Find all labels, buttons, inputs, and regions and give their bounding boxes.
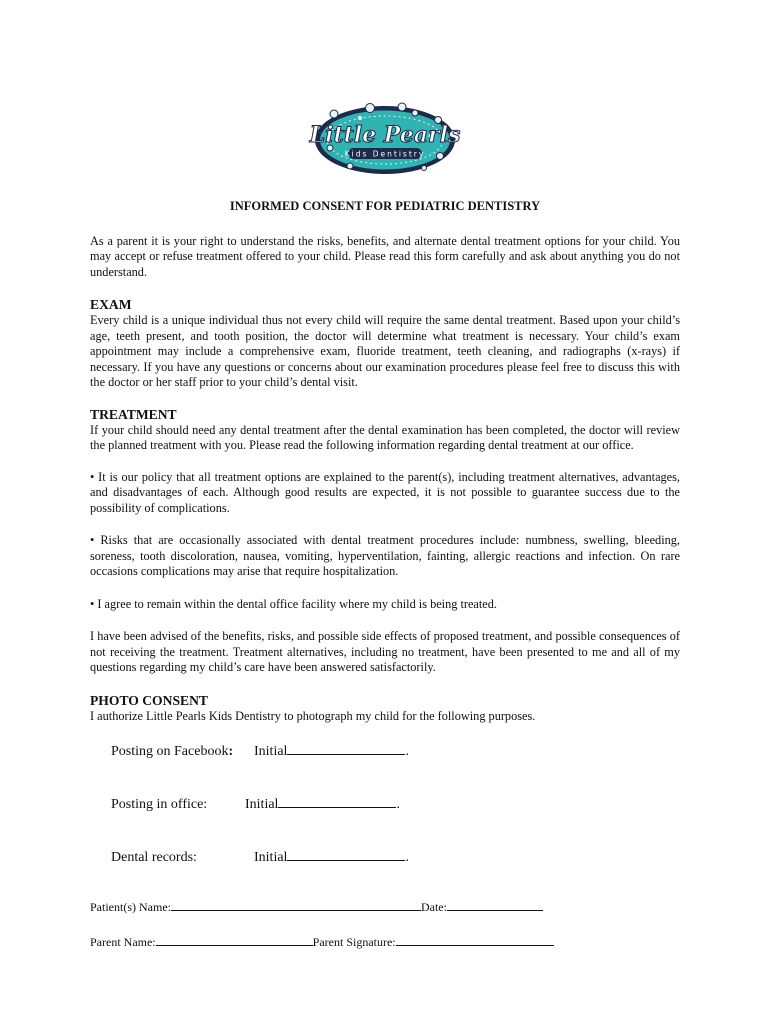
risks-bullet: • Risks that are occasionally associated with dental treatment procedures include: numbness, swelling, bleeding, soreness, tooth discoloration, nausea, vomiting, hyperventilation, fainting, allergic reactions and infection. On rare occasions complications may arise that require hospitalization. bbox=[90, 533, 680, 578]
document-title: INFORMED CONSENT FOR PEDIATRIC DENTISTRY bbox=[229, 199, 541, 213]
logo-tagline-text: Kids Dentistry bbox=[344, 149, 426, 159]
consent-facebook-initial-field[interactable] bbox=[287, 741, 405, 755]
patient-name-row bbox=[90, 898, 680, 915]
consent-facebook-colon: : bbox=[228, 744, 234, 759]
acknowledgement-paragraph: I have been advised of the benefits, risks, and possible side effects of proposed treatment, and possible consequences of not receiving the treatment. Treatment alternatives, including no treatment, have been presented to me and all of my questions regarding my child’s care have been answered satisfactorily. bbox=[90, 629, 680, 674]
exam-paragraph: Every child is a unique individual thus not every child will require the same dental treatment. Based upon your child’s age, teeth present, and tooth position, the doctor will determine what treatment is necessary. Your child’s exam appointment may include a comprehensive exam, fluoride treatment, teeth cleaning, and radiographs (x-rays) if necessary. If you have any questions or concerns about our examination procedures please feel free to discuss this with the doctor or her staff prior to your child’s dental visit. bbox=[90, 313, 680, 389]
consent-records-label: Dental records: bbox=[111, 850, 197, 865]
little-pearls-logo bbox=[290, 100, 480, 180]
logo-brand-text: Little Pearls bbox=[309, 122, 461, 148]
consent-facebook-end: . bbox=[405, 744, 409, 759]
consent-records-initial-field[interactable] bbox=[287, 847, 405, 861]
consent-facebook-label: Posting on Facebook bbox=[111, 744, 229, 759]
parent-name-field[interactable] bbox=[156, 933, 313, 946]
parent-row bbox=[90, 933, 680, 950]
consent-records-initial-label: Initial bbox=[254, 850, 288, 865]
date-label: Date: bbox=[420, 900, 447, 914]
exam-heading: EXAM bbox=[90, 297, 132, 312]
parent-signature-label: Parent Signature: bbox=[312, 935, 396, 949]
consent-office-label: Posting in office: bbox=[111, 797, 208, 812]
remain-bullet: • I agree to remain within the dental office facility where my child is being treated. bbox=[90, 596, 497, 611]
policy-bullet: • It is our policy that all treatment options are explained to the parent(s), including treatment alternatives, advantages, and disadvantages of each. Although good results are expected, it is not possible to guarantee success due to the possibility of complications. bbox=[90, 469, 680, 515]
intro-paragraph: As a parent it is your right to understand the risks, benefits, and alternate dental treatment options for your child. You may accept or refuse treatment offered to your child. Please read this form carefully and ask about anything you do not understand. bbox=[90, 233, 680, 279]
treatment-paragraph: If your child should need any dental treatment after the dental examination has been completed, the doctor will review the planned treatment with you. Please read the following information regarding dental treatment at our office. bbox=[90, 422, 680, 452]
patient-name-label: Patient(s) Name: bbox=[90, 900, 171, 914]
consent-facebook-initial-label: Initial bbox=[254, 744, 288, 759]
treatment-heading: TREATMENT bbox=[90, 406, 177, 422]
logo-graphic bbox=[290, 100, 480, 180]
parent-name-label: Parent Name: bbox=[90, 935, 156, 949]
patient-name-field[interactable] bbox=[171, 898, 421, 911]
consent-office-row bbox=[90, 777, 680, 830]
photo-consent-heading: PHOTO CONSENT bbox=[90, 692, 208, 708]
photo-consent-intro: I authorize Little Pearls Kids Dentistry to photograph my child for the following purposes. bbox=[90, 708, 536, 723]
parent-signature-field[interactable] bbox=[396, 933, 554, 946]
consent-records-end: . bbox=[405, 850, 409, 865]
consent-office-end: . bbox=[396, 797, 400, 812]
consent-facebook-row bbox=[90, 724, 680, 777]
consent-office-initial-label: Initial bbox=[245, 797, 279, 812]
consent-document bbox=[90, 199, 680, 950]
date-field[interactable] bbox=[447, 898, 543, 911]
consent-office-initial-field[interactable] bbox=[278, 794, 396, 808]
consent-records-row bbox=[90, 830, 680, 883]
